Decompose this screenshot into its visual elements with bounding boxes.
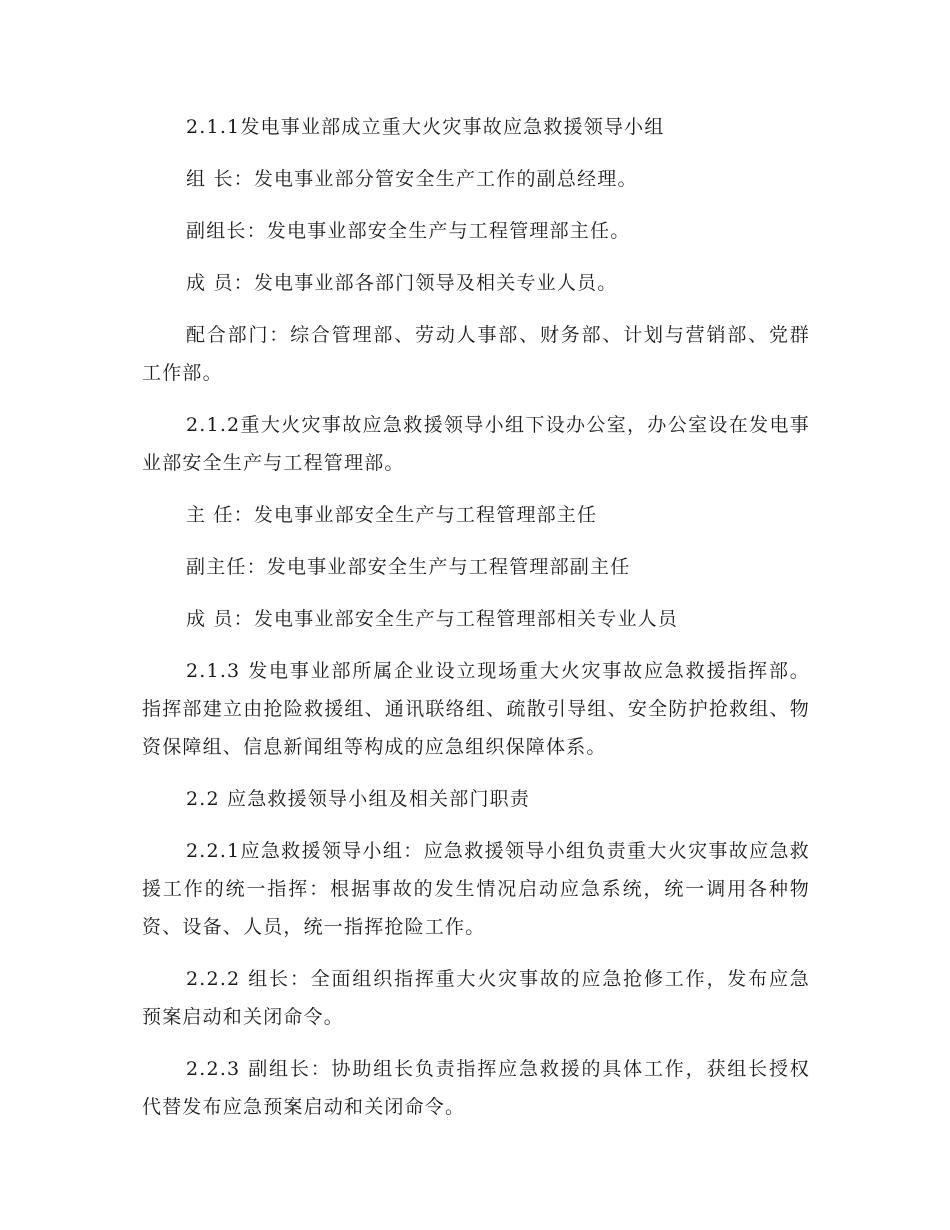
office-director-line: 主 任：发电事业部安全生产与工程管理部主任 xyxy=(186,504,598,526)
section-2-1-1-heading: 2.1.1发电事业部成立重大火灾事故应急救援领导小组 xyxy=(186,116,665,138)
section-2-1-2-paragraph: 2.1.2重大火灾事故应急救援领导小组下设办公室，办公室设在发电事业部安全生产与工程管理部。 xyxy=(142,414,810,474)
leader-line: 组 长：发电事业部分管安全生产工作的副总经理。 xyxy=(186,168,638,190)
section-2-2-3-paragraph: 2.2.3 副组长：协助组长负责指挥应急救援的具体工作，获组长授权代替发布应急预案启动和关闭命令。 xyxy=(142,1058,810,1118)
deputy-leader-line: 副组长：发电事业部安全生产与工程管理部主任。 xyxy=(186,220,631,242)
members-line: 成 员：发电事业部各部门领导及相关专业人员。 xyxy=(186,272,618,294)
document-page xyxy=(142,108,810,1140)
section-2-2-2-paragraph: 2.2.2 组长：全面组织指挥重大火灾事故的应急抢修工作，发布应急预案启动和关闭命令。 xyxy=(142,968,810,1028)
section-2-1-3-paragraph: 2.1.3 发电事业部所属企业设立现场重大火灾事故应急救援指挥部。指挥部建立由抢险救援组、通讯联络组、疏散引导组、安全防护抢救组、物资保障组、信息新闻组等构成的应急组织保障体系。 xyxy=(142,660,810,758)
section-2-2-1-paragraph: 2.2.1应急救援领导小组：应急救援领导小组负责重大火灾事故应急救援工作的统一指挥：根据事故的发生情况启动应急系统，统一调用各种物资、设备、人员，统一指挥抢险工作。 xyxy=(142,840,810,938)
office-deputy-director-line: 副主任：发电事业部安全生产与工程管理部副主任 xyxy=(186,556,631,578)
cooperating-departments-line: 配合部门：综合管理部、劳动人事部、财务部、计划与营销部、党群工作部。 xyxy=(142,324,810,384)
section-2-2-heading: 2.2 应急救援领导小组及相关部门职责 xyxy=(186,788,531,810)
office-members-line: 成 员：发电事业部安全生产与工程管理部相关专业人员 xyxy=(186,608,679,630)
